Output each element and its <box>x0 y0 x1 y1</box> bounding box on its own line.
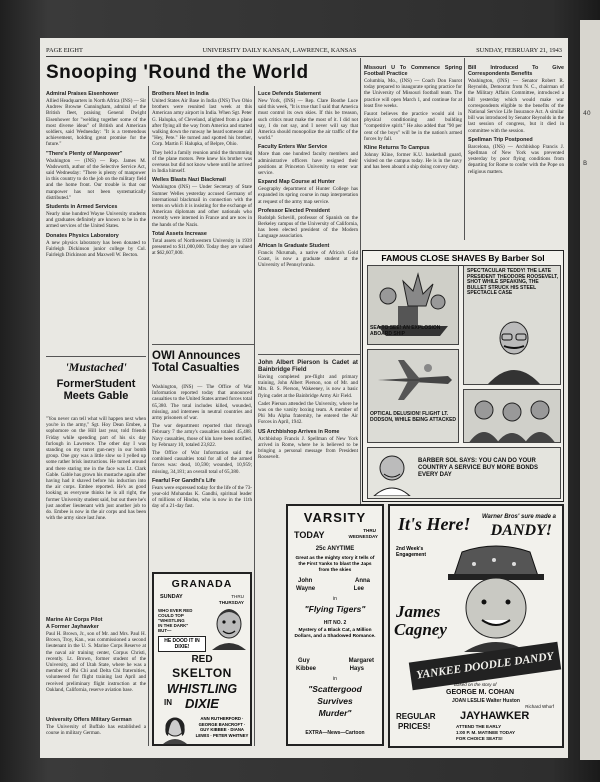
story-body: New York, (INS) — Rep. Clare Boothe Luce said this week, "It is true that I said that America must control its own skies. If this be treason, such critics must make the most of it. I did not say, I do not say, and I never will say that America should monopolize the air traffic of the world." <box>258 98 358 142</box>
ad-blurb: Mystery of a Black Cat, a Million Dollars, and a Shadowed Romance. <box>294 628 376 639</box>
headline-line: FormerStudent <box>56 378 136 390</box>
story-body: "You never can tell what will happen next when you're in the army," Sgt. Hoy Dean Embee, a sophomore on the Hill last year, told friends Friday while spending part of his six day furlough in Lawrence. The other day I was standing on my turret gun-nery in our bomb group. One guy was a little slow so I yelled up some rather brisk instructions. He turned around and there staring me in the face was Lt. Clark Gable. Gable has grown his mustache again after having had it shaved before his induction into the air corps. Embee reported. He's as good looking as everyone thinks he is all right, the former University student said, but out there he's just another lieutenant with just another job to do. Embee is now in the air corps and has been with the army since last June. <box>46 416 146 522</box>
granada-ad <box>152 572 252 746</box>
star-name: Cagney <box>394 620 447 639</box>
panel-caption: OPTICAL DELUSION! FLIGHT LT. DODSON, WHILE BEING ATTACKED <box>370 411 457 423</box>
star-name: RED <box>191 654 213 665</box>
story-body: The Office of War Information said the combined casualties total for all of the armed forces was: dead, 10,590; wounded, 10,959; missing, 34,181; an overall total of 65,380. <box>152 450 252 475</box>
news-column-3 <box>258 88 358 350</box>
film-title: Murder" <box>318 708 352 718</box>
star-name: Margaret <box>348 658 374 664</box>
ad-line: SUNDAY <box>160 594 183 600</box>
ad-line: BUT— <box>158 628 172 633</box>
story-heading: US Archbishop Arrives in Rome <box>258 428 340 435</box>
ad-price: 25c ANYTIME <box>315 546 355 552</box>
story-body: Geography department of Hunter College has expanded its spring course in map interpretation at request of the army map service. <box>258 186 358 205</box>
story-body: Rudolph Schevill, professor of Spanish on the Berkeley campus of the University of California, has been elected president of the Modern Language association. <box>258 214 358 240</box>
story-heading: Kline Returns To Campus <box>364 145 430 152</box>
comic-title: FAMOUS CLOSE SHAVES By Barber Sol <box>367 253 559 266</box>
owi-headline <box>152 350 254 374</box>
story-heading: A Former Jayhawker <box>46 624 99 630</box>
star-name: John <box>298 578 313 584</box>
ad-line: EXTRA—News—Cartoon <box>305 730 365 736</box>
star-name: Guy <box>298 658 310 664</box>
column-rule <box>254 86 255 746</box>
ad-line: in <box>333 596 337 602</box>
folio-paper-name: UNIVERSITY DAILY KANSAN, LAWRENCE, KANSAS <box>202 47 357 54</box>
mustached-story <box>46 416 146 612</box>
story-body: Fears were expressed today for the life of the 73-year-old Mohandas K. Gandhi, spiritual leader of millions of Hindus, who is now in the 11th day of a 21-day fast. <box>152 484 252 510</box>
story-heading: Donates Physics Laboratory <box>46 232 119 239</box>
ad-line: TODAY <box>294 530 325 540</box>
comic-panel-4 <box>463 389 561 443</box>
story-body: Johnny Kline, former K.U. basketball guard, visited on the campus today. He is in the navy and has been aboard a ship doing convoy duty. <box>364 152 462 171</box>
ad-line: 1:00 P. M. MATINEE TODAY <box>456 730 516 735</box>
story-heading: Expand Map Course at Hunter <box>258 179 335 186</box>
story-heading: Luce Defends Statement <box>258 91 321 97</box>
page-folio <box>46 47 562 57</box>
ad-line: It's Here! <box>398 514 471 534</box>
star-name: Wayne <box>296 586 316 592</box>
star-name: Lee <box>353 586 364 592</box>
theater-name: JAYHAWKER <box>460 710 530 722</box>
story-body: Washington — (INS) — Rep. James M. Wadsworth, author of the Selective Service Act, said Wednesday: "There is plenty of manpower in this country to do the job on the military field and the home front. Our trouble is that our manpower has not been systematically distributed." <box>46 157 146 201</box>
ad-engagement: 2nd Week's Engagement <box>396 546 427 558</box>
story-heading: Spellman Trip Postponed <box>468 136 533 143</box>
ad-line: ATTEND THE EARLY <box>456 724 502 729</box>
story-body: The University of Buffalo has established a course in military German. <box>46 724 146 737</box>
story-body: More than one hundred faculty members and administrative officers have resigned their positions at Princeton University to enter war service. <box>258 151 358 177</box>
story-body: Washington, (INS) — Senator Robert R. Reynolds, Democrat from N. C., chairman of the Military Affairs Committee, introduced a bill yesterday which would make war correspondents eligible to the benefits of the National Service Life Insurance Act. A similar bill was introduced by Senator Reynolds in the last session of congress, but it died in committee with the session. <box>468 78 564 134</box>
headline-line: 'Mustached' <box>65 360 127 374</box>
ad-line: "WHISTLING <box>158 618 185 623</box>
ad-line: THURSDAY <box>218 600 244 605</box>
quote-box <box>158 636 206 652</box>
star-name: Hays <box>349 666 364 672</box>
star-name: Kibbee <box>296 666 317 672</box>
story-heading: "There's Plenty of Manpower" <box>46 150 123 157</box>
ad-line: THRU <box>363 528 376 533</box>
adjacent-page-mark: B <box>583 160 588 167</box>
story-body: Total assets of Northwestern University in 1939 presented to $11,000,000. Today they are valued at $62,607,000. <box>152 237 252 257</box>
barber-sol-says-panel <box>367 447 561 499</box>
film-title: Survives <box>317 696 353 706</box>
story-body: Cadet Pierson attended the University, where he was on the varsity boxing team. A member of Phi Mu Alpha fraternity, he entered the Air Forces in April, 1942. <box>258 400 358 426</box>
story-heading: Professor Elected President <box>258 207 330 214</box>
film-title: DIXIE <box>185 696 219 711</box>
ad-credit: JOAN LESLIE Walter Huston <box>452 698 520 704</box>
story-heading: Admiral Praises Eisenhower <box>46 91 119 97</box>
cast-list: ANN RUTHERFORD · GEORGE BANCROFT · GUY KIBBEE · DIANA LEWIS · PETER WHITNEY <box>195 716 249 738</box>
news-column-5 <box>468 62 564 240</box>
folio-page-number: PAGE EIGHT <box>46 47 83 54</box>
story-heading: Faculty Enters War Service <box>258 144 328 151</box>
story-body: The war department reported that through February 7 the army's casualties totaled 45,488. Navy casualties, those of kin have been notified, by February 10, totaled 23,822. <box>152 423 252 448</box>
film-title: WHISTLING <box>166 682 238 696</box>
panel-caption: SEA TO SEE! AN EXPLOSION ABOARD SHIP <box>370 325 441 337</box>
ad-quote: HE DOOD IT IN DIXIE! <box>164 638 200 650</box>
film-title: "Scattergood <box>308 684 362 694</box>
actress-portrait-icon <box>160 714 190 744</box>
news-column-2 <box>152 88 252 340</box>
section-rule <box>46 356 146 357</box>
story-body: Francis Nkrumah, a native of Africa's Gold Coast, is now a graduate student at the University of Pennsylvania. <box>258 249 358 269</box>
star-name: Anna <box>355 578 370 584</box>
ad-credit: Richard Whorf <box>525 704 554 709</box>
section-rule <box>258 354 360 355</box>
ad-line: IN THE DARK" <box>158 623 189 628</box>
story-heading: Welles Blasts Nazi Blackmail <box>152 177 226 184</box>
adjacent-page-edge <box>580 20 600 760</box>
story-body: Having completed pre-flight and primary training, John Albert Pierson, son of Mr. and Mrs. B. S. Pierson, Wakeeney, is now a basic flying cadet at the Bainbridge Army Air Field. <box>258 374 358 399</box>
story-body: Faurot believes the practice would aid in physical conditioning and building "competitive spirit." He also added that "90 per cent of the boys" will be in the nation's armed forces by fall. <box>364 111 462 142</box>
story-heading: African Is Graduate Student <box>258 242 330 249</box>
varsity-ad <box>286 504 384 746</box>
panel-caption: BARBER SOL SAYS: YOU CAN DO YOUR COUNTRY A SERVICE BUY MORE BONDS EVERY DAY <box>418 458 539 478</box>
headline-line: OWI Announces <box>152 350 241 362</box>
marine-story <box>46 614 146 712</box>
story-heading: University Offers Military German <box>46 717 132 723</box>
ad-line: HIT NO. 2 <box>323 620 347 626</box>
column-rule <box>464 58 465 240</box>
film-title: IN <box>164 698 172 707</box>
crowd-icon <box>464 390 561 443</box>
story-heading: Brothers Meet in India <box>152 91 209 97</box>
cagney-portrait-icon <box>434 544 558 652</box>
story-body: Barcelona, (INS) — Archbishop Francis J. Spellman of New York was prevented yesterday by poor flying conditions from departing for Rome to confer with the Pope on religious matters. <box>468 143 564 175</box>
mustached-headline <box>46 360 146 402</box>
story-body: Archbishop Francis J. Spellman of New York arrived in Rome, where he is believed to be bringing a personal message from President Roosevelt. <box>258 435 358 461</box>
ad-credit: GEORGE M. COHAN <box>446 689 515 696</box>
story-body: United States Air Base in India (INS) Two Ohio brothers were reunited last week at this American army airport in India. When Sgt. Peter G. Halupka, of Cleveland, alighted from a plane after flying all the way from America and started walking down the runway he heard someone call "Hey, Pete." He turned and spotted his brother, Corp. Martin F. Halupka, of Belpre, Ohio. <box>152 98 252 148</box>
ad-line: DANDY! <box>490 522 552 539</box>
story-body: Washington (INS) — Under Secretary of State Sumner Welles yesterday accused Germany of international blackmail in connection with the terms on which it is insisting for the exchange of American diplomats and other nationals who recently were interned in France and are now in the hands of the Nazis. <box>152 184 252 228</box>
theater-name: GRANADA <box>171 578 233 590</box>
story-body: Columbia, Mo., (INS) — Coach Don Faurot today prepared to inaugurate spring practice for the University of Missouri football team. The practice will open March 1, and continue for at least five weeks. <box>364 78 462 109</box>
story-body: Nearly nine hundred Wayne University students and graduates definitely are known to be in the armed services of the United States. <box>46 211 146 230</box>
adjacent-page-mark: 40 <box>583 110 591 117</box>
owi-story <box>152 384 252 570</box>
story-body: They held a family reunion amid the thrumming of the plane motors. Pete knew his brother was overseas but did not know where until he arrived in India himself. <box>152 149 252 175</box>
star-name: SKELTON <box>172 666 232 680</box>
page-headline: Snooping 'Round the World <box>46 62 309 83</box>
pierson-story <box>258 356 358 498</box>
barber-portrait-icon <box>372 452 412 496</box>
headline-line: Meets Gable <box>63 390 129 402</box>
comic-panel-2 <box>463 265 561 385</box>
story-heading: Missouri U To Commence Spring Football Practice <box>364 65 462 77</box>
theater-name: VARSITY <box>303 510 367 525</box>
yankee-doodle-dandy-ad <box>388 504 564 748</box>
ad-line: Based on the story of <box>454 682 497 687</box>
story-body: Paul H. Brown, Jr., son of Mr. and Mrs. Paul H. Brown, Troy, Kan., was commissioned a second lieutenant in the U. S. Marine Corps Reserve at the naval air training center, Corpus Christi, recently. Lt. Brown, former student of the University, and of Utah State, where he was a member of Phi Chi and Delta Chi fraternities, volunteered for flight training last April and received preliminary flight instruction at the Oakland, California, reserve aviation base. <box>46 631 146 693</box>
folio-date: SUNDAY, FEBRUARY 21, 1943 <box>476 47 562 54</box>
film-title: YANKEE DOODLE DANDY <box>415 650 555 682</box>
close-shaves-ad <box>362 250 564 502</box>
news-column-1 <box>46 88 146 348</box>
ad-line: PRICES! <box>398 722 431 731</box>
ad-line: WEDNESDAY <box>348 534 378 539</box>
story-heading: Fearful For Gandhi's Life <box>152 477 216 484</box>
ad-line: WHO EVER RED <box>158 608 193 613</box>
red-skelton-portrait-icon <box>210 606 248 650</box>
offers-story <box>46 714 146 748</box>
ad-line: COULD TOP <box>158 613 184 618</box>
section-rule <box>152 344 254 345</box>
story-heading: Students in Armed Services <box>46 204 118 211</box>
story-heading: John Albert Pierson Is Cadet at Bainbridge Field <box>258 359 358 373</box>
panel-caption: SPEC'TACULAR TEDDY! THE LATE PRESIDENT THEODORE ROOSEVELT, SHOT WHILE SPEAKING, THE BULLET STRUCK HIS STEEL SPECTACLE CASE <box>467 268 559 297</box>
story-body: A new physics laboratory has been donated to Fairleigh Dickinson junior college by Col. Fairleigh Dickinson and Maxwell W. Becton. <box>46 239 146 259</box>
ad-blurb: Great as the mighty story it tells of the First Yanks to blast the Japs from the skies <box>295 556 375 573</box>
story-heading: Bill Introduced To Give Correspondents Benefits <box>468 65 564 77</box>
airplane-icon <box>368 350 459 410</box>
comic-panel-3 <box>367 349 459 443</box>
column-rule <box>148 86 149 746</box>
ad-line: REGULAR <box>396 712 436 721</box>
headline-line: Total Casualties <box>152 362 240 374</box>
roosevelt-portrait-icon <box>484 316 544 384</box>
newspaper-page <box>40 38 568 758</box>
story-body: Allied Headquarters in North Africa (INS) — Sir Andrew Browne Cunningham, admiral of the British fleet, praising General Dwight Eisenhower for "welding together some of the most diverse ideas" of British and American soldiers, said Wednesday: "It is a tremendous achievement, holding great promise for the future." <box>46 98 146 148</box>
ad-line: Warner Bros' sure made a <box>481 514 556 520</box>
ad-line: in <box>333 676 337 682</box>
story-heading: Total Assets Increase <box>152 230 207 237</box>
ad-line: FOR CHOICE SEATS! <box>456 736 503 741</box>
film-title: "Flying Tigers" <box>304 604 366 614</box>
comic-panel-1 <box>367 265 459 345</box>
news-column-4 <box>364 62 462 242</box>
star-name: James <box>396 602 441 621</box>
story-heading: Marine Air Corps Pilot <box>46 617 103 623</box>
story-body: Washington, (INS) — The Office of War Information reported today that announced casualties to the United States armed forces total 65,380. The total includes killed, wounded, missing, and internees in neutral countries and army prisoners of war. <box>152 384 252 422</box>
ad-line: THRU <box>231 594 244 599</box>
